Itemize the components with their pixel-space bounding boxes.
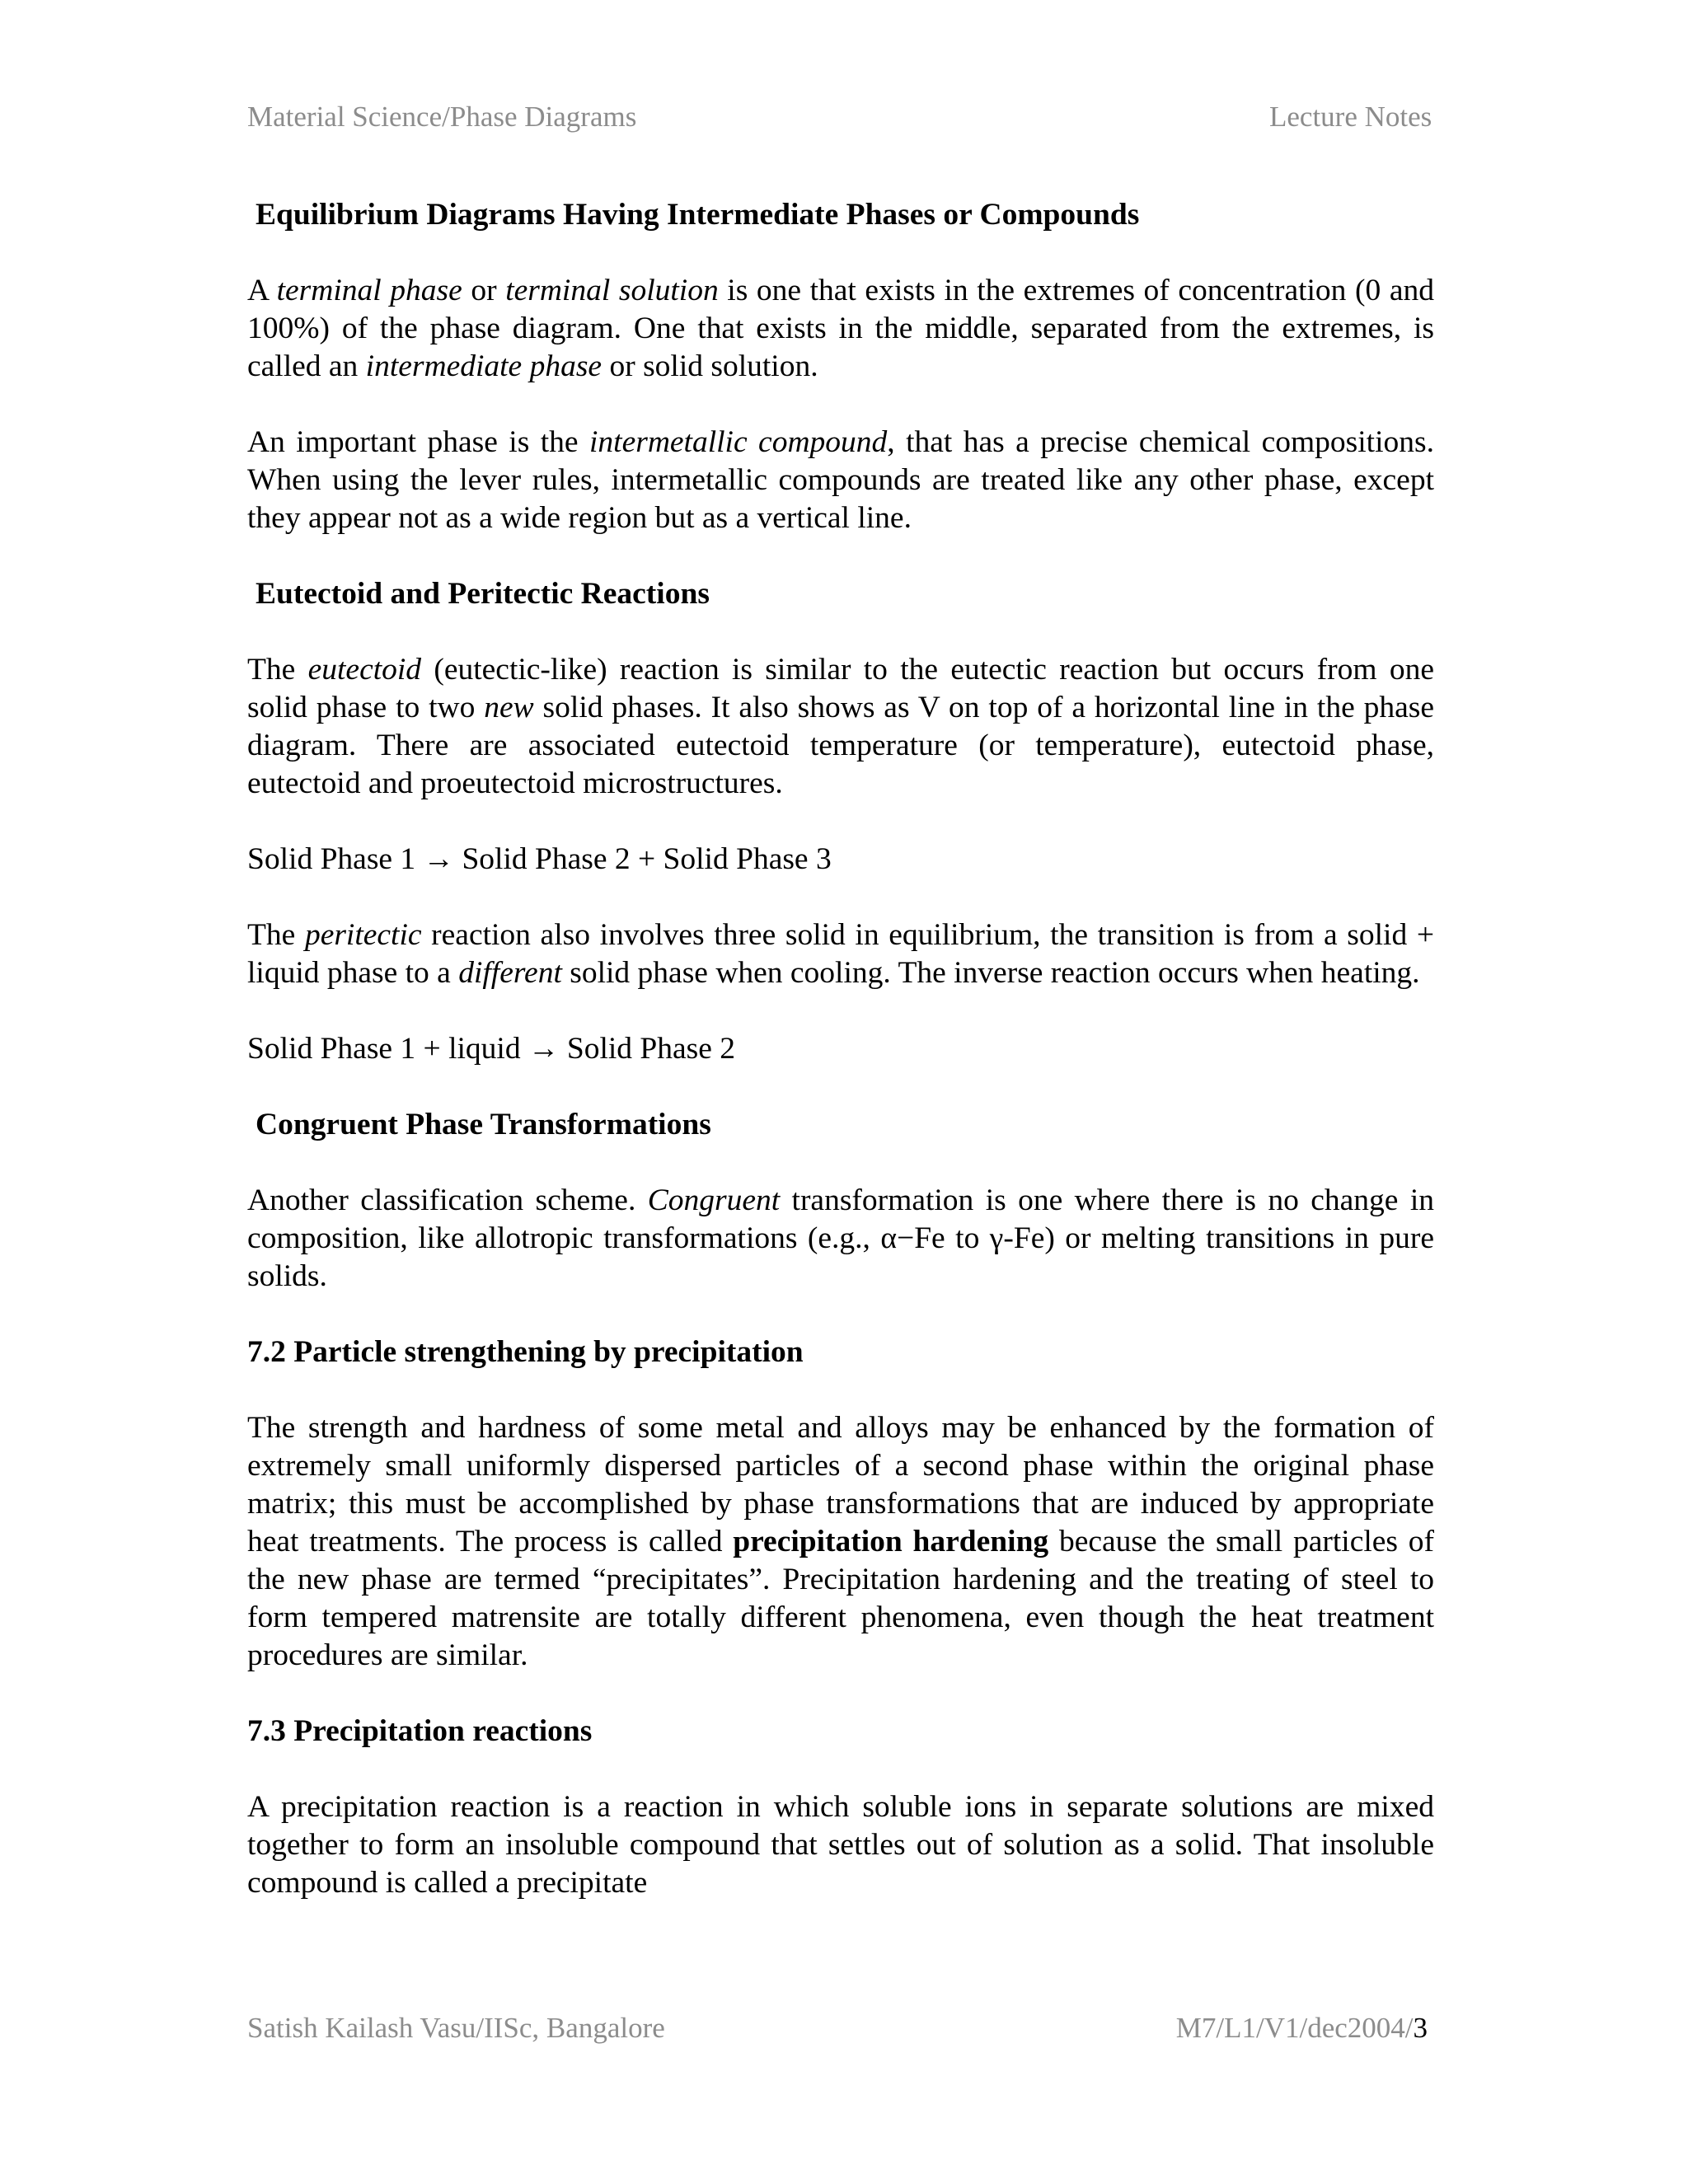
running-footer-author: Satish Kailash Vasu/IISc, Bangalore: [247, 2012, 665, 2044]
heading-eutectoid-peritectic: Eutectoid and Peritectic Reactions: [256, 577, 710, 611]
heading-congruent-transformations: Congruent Phase Transformations: [256, 1108, 711, 1141]
arrow-right-icon: →: [528, 1032, 560, 1066]
paragraph-terminal-phase: A terminal phase or terminal solution is one that exists in the extremes of concentration (0 and 100%) of the phase diagram. One that exists in the middle, separated from the extremes, is called an intermediate phase or solid solution.: [247, 274, 1434, 383]
paragraph-eutectoid: The eutectoid (eutectic-like) reaction is similar to the eutectic reaction but occurs from one solid phase to two new solid phases. It also shows as V on top of a horizontal line in the phase diagram. There are associated eutectoid temperature (or temperature), eutectoid phase, eutectoid and proeutectoid microstructures.: [247, 653, 1434, 800]
heading-particle-strengthening: 7.2 Particle strengthening by precipitation: [247, 1335, 804, 1369]
page-number: 3: [1413, 2012, 1428, 2044]
paragraph-congruent: Another classification scheme. Congruent transformation is one where there is no change in composition, like allotropic transformations (e.g., α−Fe to γ-Fe) or melting transitions in pure solids.: [247, 1183, 1434, 1293]
running-footer-reference: M7/L1/V1/dec2004/3: [1175, 2012, 1428, 2044]
peritectic-reaction-equation: Solid Phase 1 + liquid → Solid Phase 2: [247, 1032, 736, 1066]
heading-precipitation-reactions: 7.3 Precipitation reactions: [247, 1714, 593, 1748]
eutectoid-reaction-equation: Solid Phase 1 → Solid Phase 2 + Solid Phase 3: [247, 842, 832, 876]
running-header-label: Lecture Notes: [1269, 101, 1432, 133]
page-content: [247, 196, 1434, 1902]
paragraph-intermetallic-compound: An important phase is the intermetallic compound, that has a precise chemical compositions. When using the lever rules, intermetallic compounds are treated like any other phase, except they appear not as a wide region but as a vertical line.: [247, 425, 1434, 535]
arrow-right-icon: →: [423, 842, 455, 876]
paragraph-precipitation-reaction: A precipitation reaction is a reaction in which soluble ions in separate solutions are mixed together to form an insoluble compound that settles out of solution as a solid. That insoluble compound is called a precipitate: [247, 1790, 1434, 1900]
running-header-title: Material Science/Phase Diagrams: [247, 101, 637, 133]
heading-intermediate-phases: Equilibrium Diagrams Having Intermediate Phases or Compounds: [256, 198, 1140, 232]
paragraph-peritectic: The peritectic reaction also involves three solid in equilibrium, the transition is from a solid + liquid phase to a different solid phase when cooling. The inverse reaction occurs when heating.: [247, 918, 1434, 990]
paragraph-precipitation-hardening: The strength and hardness of some metal and alloys may be enhanced by the formation of extremely small uniformly dispersed particles of a second phase within the original phase matrix; this must be accomplished by phase transformations that are induced by appropriate heat treatments. The process is called precipitation hardening because the small particles of the new phase are termed “precipitates”. Precipitation hardening and the treating of steel to form tempered matrensite are totally different phenomena, even though the heat treatment procedures are similar.: [247, 1411, 1434, 1672]
